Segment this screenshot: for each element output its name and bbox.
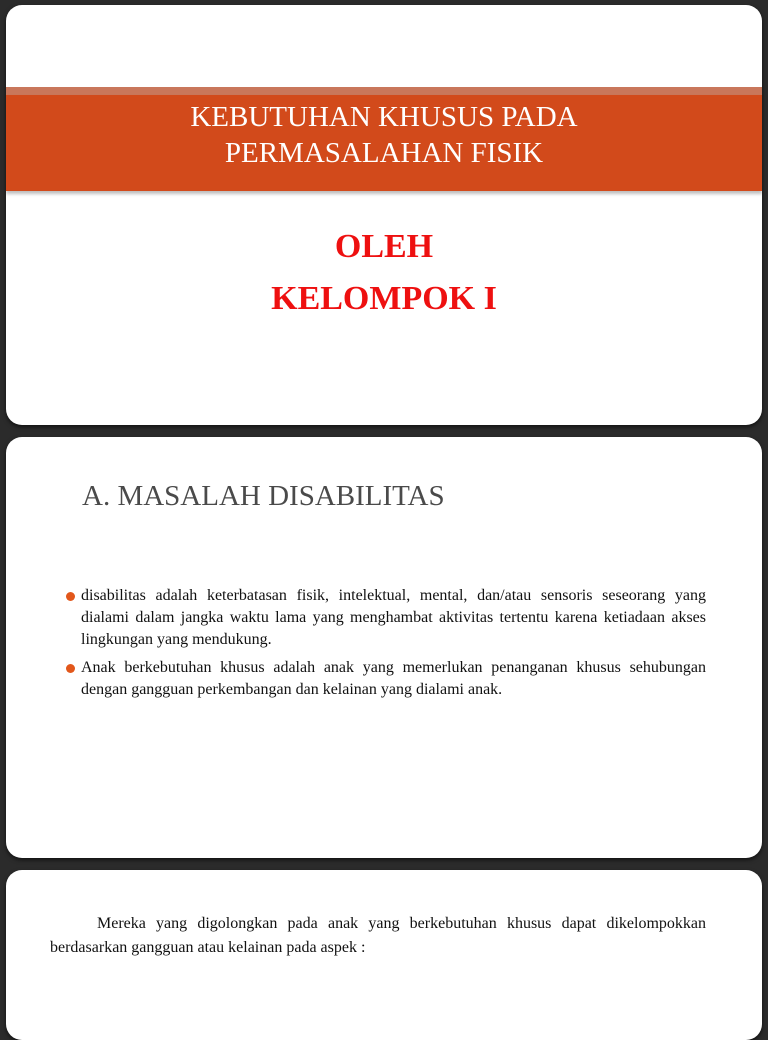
bullet-item [66,585,706,651]
section-heading: A. MASALAH DISABILITAS [82,480,445,512]
bullet-text: disabilitas adalah keterbatasan fisik, intelektual, mental, dan/atau sensoris seseorang yang dialami dalam jangka waktu lama yang menghambat aktivitas tertentu karena ketiadaan akses lingkungan yang mendukung. [81,587,706,648]
body-paragraph: Mereka yang digolongkan pada anak yang berkebutuhan khusus dapat dikelompokkan berdasarkan gangguan atau kelainan pada aspek : [50,915,706,956]
title-band-accent [6,87,762,95]
bullet-list [66,585,706,707]
content-slide-aspek [6,870,762,1040]
slide-title [6,99,762,171]
bullet-dot-icon [66,664,75,673]
bullet-item [66,657,706,701]
slide-title-line-1: KEBUTUHAN KHUSUS PADA [190,101,578,133]
slide-subtitle [6,221,762,325]
subtitle-line-1: OLEH [334,228,434,265]
bullet-text: Anak berkebutuhan khusus adalah anak yang memerlukan penanganan khusus sehubungan dengan gangguan perkembangan dan kelainan yang dialami anak. [81,659,706,698]
bullet-dot-icon [66,592,75,601]
title-slide [6,5,762,425]
slide-title-line-2: PERMASALAHAN FISIK [224,137,544,169]
subtitle-line-2: KELOMPOK I [271,280,497,317]
content-slide-disabilitas [6,437,762,858]
